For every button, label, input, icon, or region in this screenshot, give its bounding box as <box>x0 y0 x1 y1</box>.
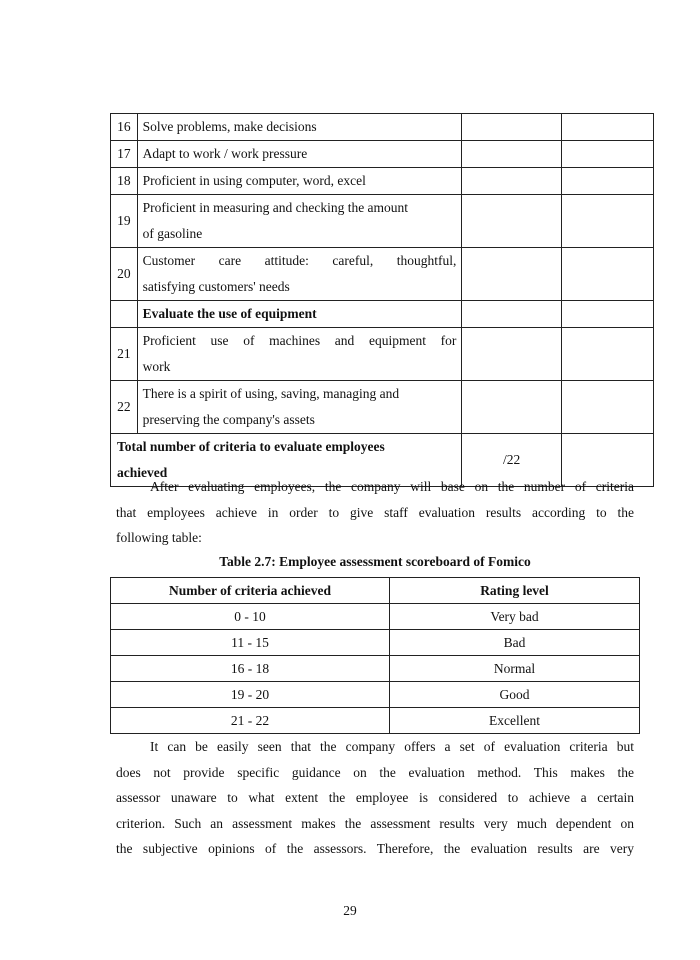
criterion-number: 16 <box>111 114 138 141</box>
criterion-cell <box>462 248 561 301</box>
description-line: Proficient use of machines and equipment for <box>142 333 457 348</box>
table-row <box>111 682 640 708</box>
table-row <box>111 301 654 328</box>
total-label-line: achieved <box>117 465 168 480</box>
criteria-range: 0 - 10 <box>111 604 390 630</box>
paragraph-line: assessor unaware to what extent the employee is considered to achieve a certain <box>116 790 634 805</box>
criteria-range: 16 - 18 <box>111 656 390 682</box>
criteria-table <box>110 113 654 487</box>
table-row <box>111 630 640 656</box>
criterion-cell <box>561 301 653 328</box>
criterion-description <box>137 195 462 248</box>
criterion-number: 22 <box>111 381 138 434</box>
table-row <box>111 656 640 682</box>
criterion-cell <box>462 114 561 141</box>
table-row <box>111 168 654 195</box>
paragraph-line: following table: <box>116 530 202 545</box>
table-row <box>111 195 654 248</box>
paragraph-analysis <box>116 734 634 862</box>
description-line: Customer care attitude: careful, thoughtful, <box>142 253 457 268</box>
rating-level: Normal <box>390 656 640 682</box>
criterion-cell <box>462 168 561 195</box>
criterion-description: Proficient in using computer, word, excel <box>137 168 462 195</box>
paragraph-line: that employees achieve in order to give staff evaluation results according to the <box>116 504 634 520</box>
description-line: There is a spirit of using, saving, managing and <box>142 386 400 401</box>
rating-level: Good <box>390 682 640 708</box>
paragraph-intro <box>116 474 634 551</box>
criterion-number <box>111 301 138 328</box>
description-line: of gasoline <box>142 226 203 241</box>
section-heading: Evaluate the use of equipment <box>137 301 462 328</box>
table-row <box>111 381 654 434</box>
criterion-cell <box>462 328 561 381</box>
paragraph-line: It can be easily seen that the company offers a set of evaluation criteria but <box>150 739 634 754</box>
table-row <box>111 328 654 381</box>
criterion-description <box>137 328 462 381</box>
description-line: Proficient in measuring and checking the amount <box>142 200 409 215</box>
criterion-cell <box>462 141 561 168</box>
criterion-number: 19 <box>111 195 138 248</box>
column-header: Rating level <box>390 578 640 604</box>
table-row <box>111 141 654 168</box>
description-line: satisfying customers' needs <box>142 279 290 294</box>
page-number: 29 <box>343 903 357 918</box>
criteria-range: 21 - 22 <box>111 708 390 734</box>
description-line: work <box>142 359 171 374</box>
table-row <box>111 708 640 734</box>
table-row <box>111 114 654 141</box>
criterion-cell <box>561 141 653 168</box>
criterion-cell <box>462 195 561 248</box>
table-row <box>111 248 654 301</box>
criterion-cell <box>561 328 653 381</box>
criterion-cell <box>462 381 561 434</box>
criterion-number: 17 <box>111 141 138 168</box>
criterion-cell <box>561 114 653 141</box>
paragraph-line: After evaluating employees, the company will base on the number of criteria <box>150 479 634 494</box>
criterion-number: 21 <box>111 328 138 381</box>
score-table <box>110 577 640 734</box>
paragraph-line: criterion. Such an assessment makes the assessment results very much dependent on <box>116 815 634 831</box>
description-line: preserving the company's assets <box>142 412 315 427</box>
rating-level: Bad <box>390 630 640 656</box>
criterion-description <box>137 381 462 434</box>
criterion-cell <box>561 168 653 195</box>
criterion-cell <box>561 195 653 248</box>
criterion-description: Solve problems, make decisions <box>137 114 462 141</box>
criterion-description: Adapt to work / work pressure <box>137 141 462 168</box>
rating-level: Very bad <box>390 604 640 630</box>
table-header-row <box>111 578 640 604</box>
criterion-cell <box>561 248 653 301</box>
criteria-range: 19 - 20 <box>111 682 390 708</box>
paragraph-line: the subjective opinions of the assessors. Therefore, the evaluation results are very <box>116 841 634 856</box>
paragraph-line: does not provide specific guidance on the evaluation method. This makes the <box>116 764 634 780</box>
column-header: Number of criteria achieved <box>111 578 390 604</box>
table-caption: Table 2.7: Employee assessment scoreboard of Fomico <box>219 554 531 569</box>
criterion-number: 18 <box>111 168 138 195</box>
criterion-cell <box>561 381 653 434</box>
criterion-cell <box>462 301 561 328</box>
rating-level: Excellent <box>390 708 640 734</box>
table-row <box>111 604 640 630</box>
criterion-number: 20 <box>111 248 138 301</box>
total-value: /22 <box>462 434 561 487</box>
criterion-description <box>137 248 462 301</box>
criteria-range: 11 - 15 <box>111 630 390 656</box>
total-label-line: Total number of criteria to evaluate employees <box>117 439 385 454</box>
